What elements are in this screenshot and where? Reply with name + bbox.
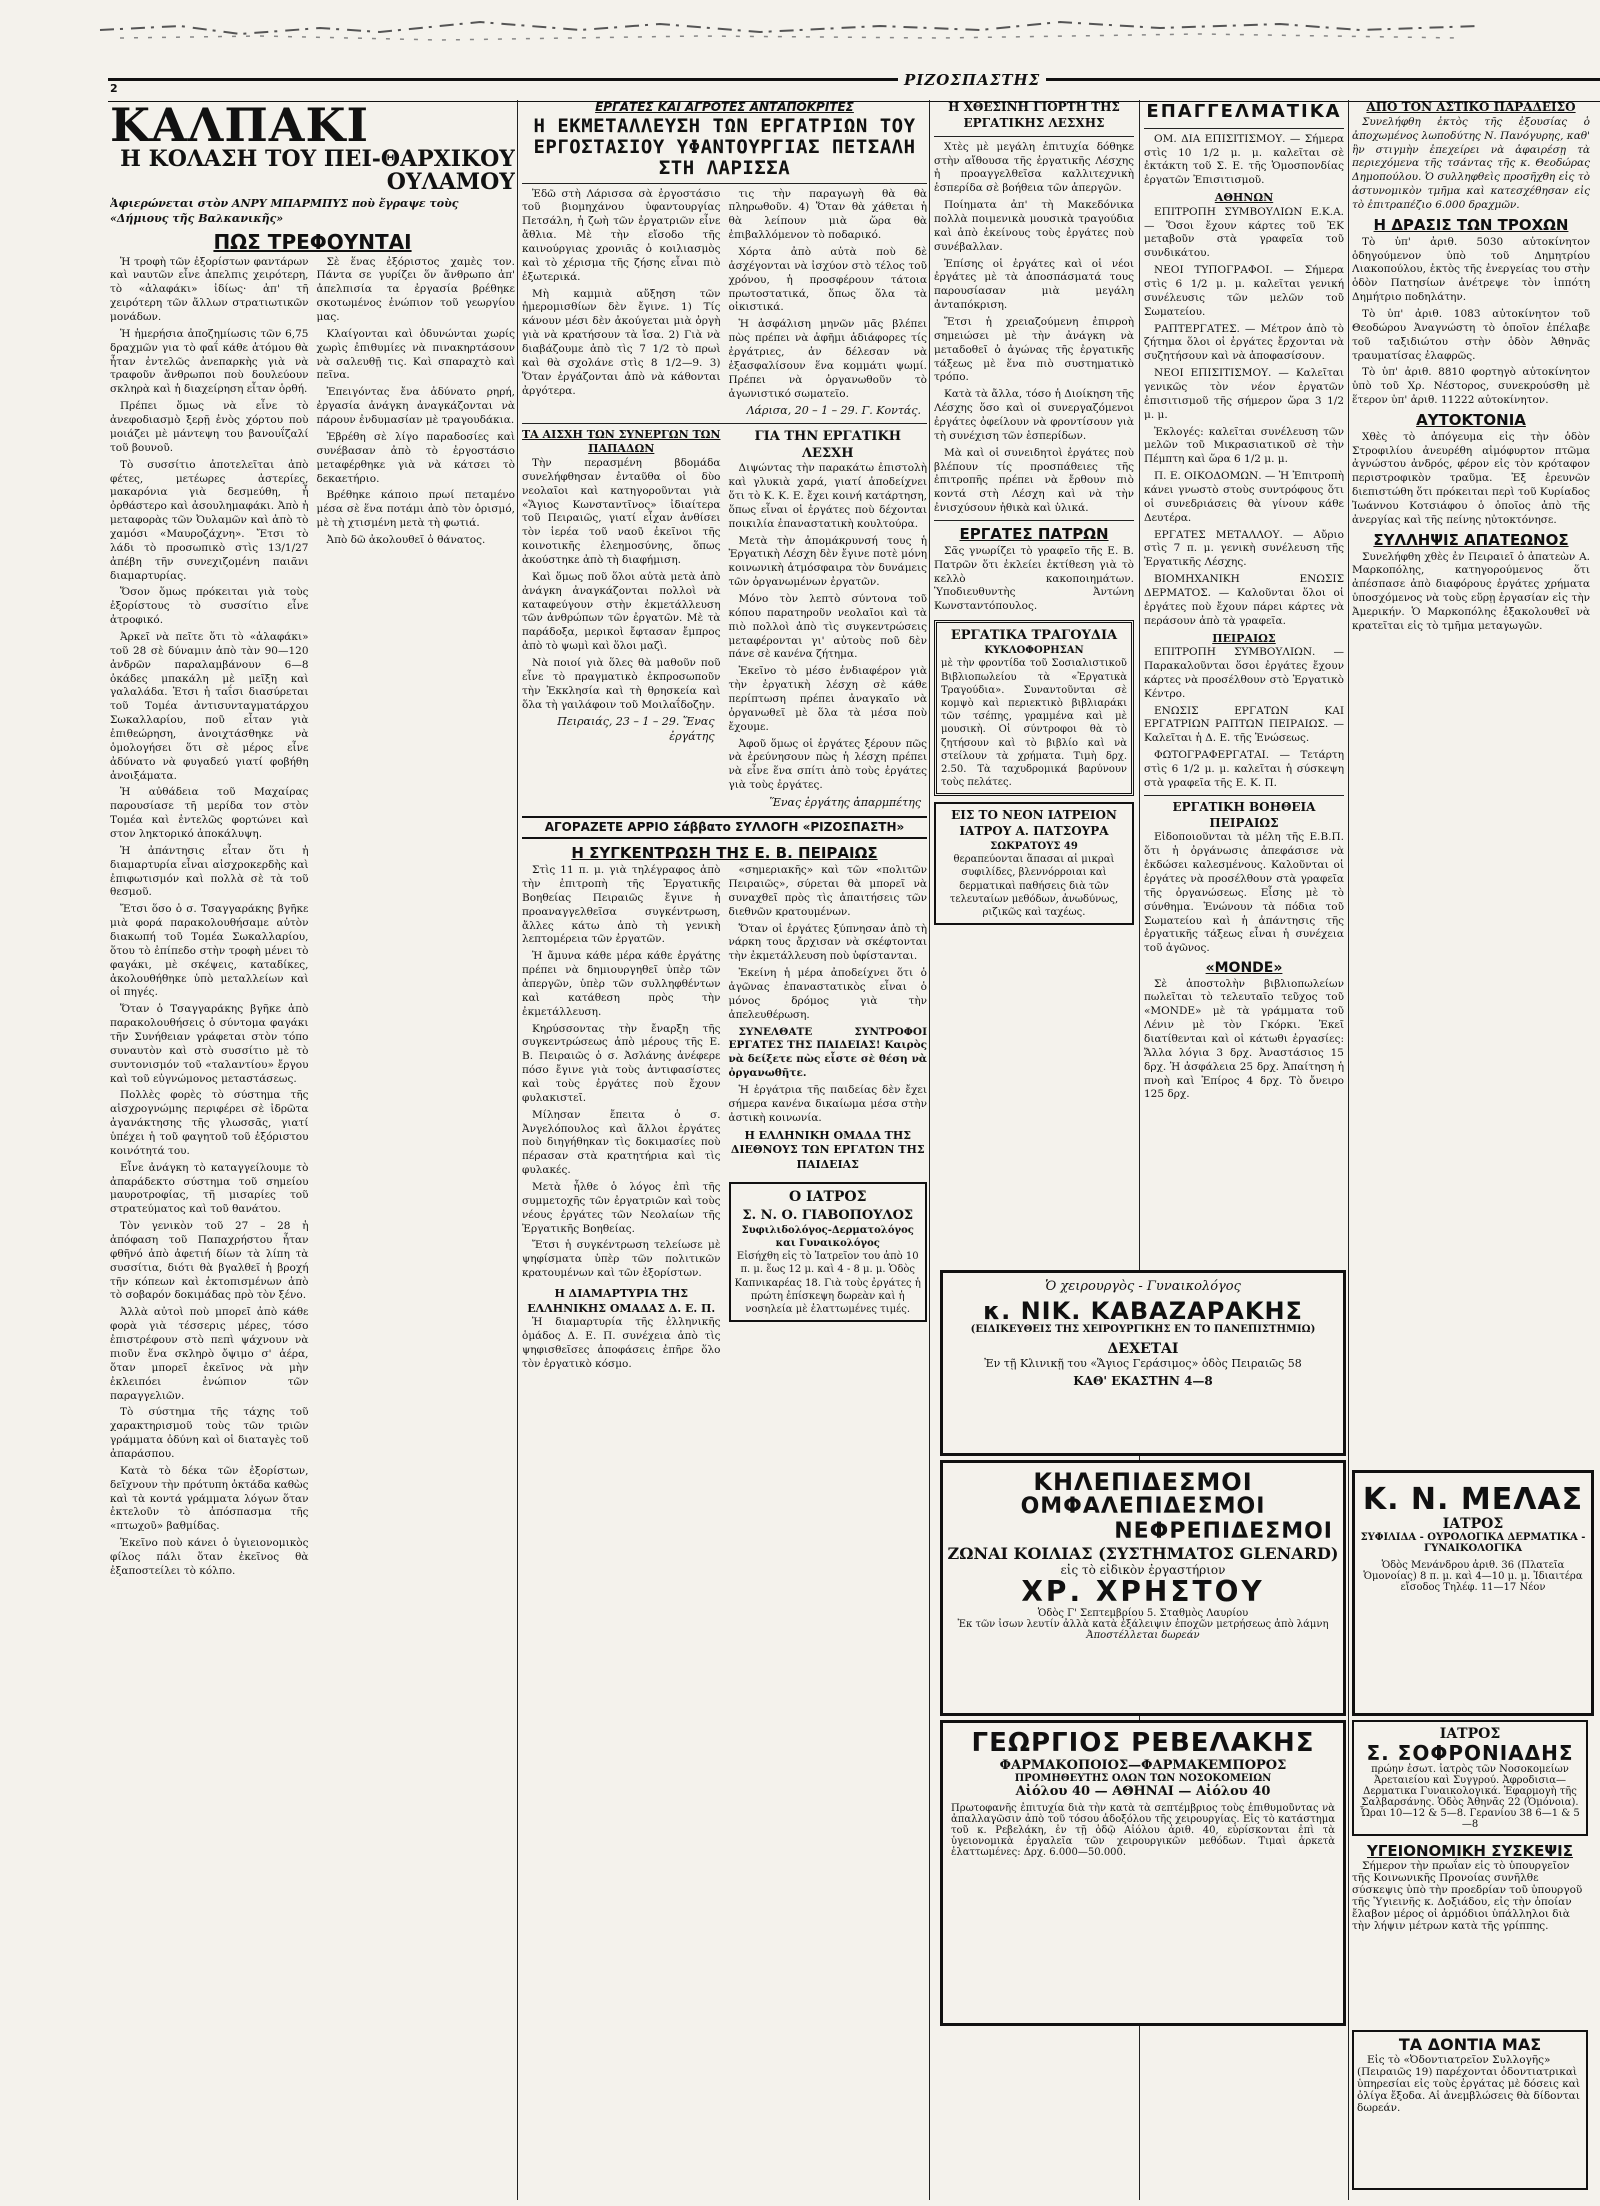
ad-name: Σ. ΣΟΦΡΟΝΙΑΔΗΣ: [1366, 1741, 1574, 1765]
signature: Λάρισα, 20 – 1 – 29. Γ. Κοντάς.: [746, 404, 921, 418]
column-rule: [517, 100, 518, 2200]
ad-addr: Αἰόλου 40 — ΑΘΗΝΑΙ — Αἰόλου 40: [1015, 1783, 1271, 1799]
paragraph: Χθὲς τὸ ἀπόγευμα εἰς τὴν ὁδὸν Στροφιλίου ἀνευρέθη αἰμόφυρτον πτῶμα ἀγνώστου ἀνδρός, φέρον εἰς τὸν κρόταφον περιστροφικὸν τραῦμα. Ἐξ ἐρευνῶν διεπιστώθη ὅτι πρόκειται περὶ τοῦ Κυρίαδος Ἰωάννου Κοτσιάφου ὁ ὁποῖος ἀπὸ τῆς ἀνεργίας καὶ τῆς πείνης ηὐτοκτόνησε.: [1352, 430, 1590, 526]
notice: ΡΑΠΤΕΡΓΑΤΕΣ. — Μέτρον ἀπὸ τὸ ζήτημα ὅλοι οἱ ἐργάτες ἔρχονται νὰ συζητήσουν καὶ νὰ ἀποφασίσουν.: [1144, 322, 1344, 363]
paragraph: Ἐκεῖνο ποὺ κάνει ὁ ὑγιειονομικὸς φίλος πάλι ὅταν ἐκεῖνος θὰ ἐξαποστείλει τὸ κόλπο.: [110, 1537, 309, 1577]
ad-name: Σ. Ν. Ο. ΓΙΑΒΟΠΟΥΛΟΣ: [742, 1207, 914, 1223]
notice: ΝΕΟΙ ΕΠΙΣΙΤΙΣΜΟΥ. — Καλεῖται γενικῶς τὸν νέον ἐργατῶν ἐπισιτισμοῦ τῆς σήμερον ὥρα 3 1/2 μ. μ.: [1144, 367, 1344, 421]
paragraph: Ἔτσι ἡ χρειαζούμενη ἐπιρροὴ σημειώσει μὲ τὴν ἀνάγκη νὰ μεταδοθεῖ ὁ ἀγώνας τῆς ἐργατικῆς τάξεως μὲ ἕνα πιὸ συστηματικὸ τρόπο.: [934, 315, 1134, 384]
notice: ΝΕΟΙ ΤΥΠΟΓΡΑΦΟΙ. — Σήμερα στὶς 6 1/2 μ. μ. καλεῖται γενική συνέλευσις τῶν μελῶν τοῦ Σωματείου.: [1144, 264, 1344, 318]
kicker: ΕΡΓΑΤΕΣ ΚΑΙ ΑΓΡΟΤΕΣ ΑΝΤΑΠΟΚΡΙΤΕΣ: [595, 100, 854, 114]
paragraph: Ἐπίσης οἱ ἐργάτες καὶ οἱ νέοι ἐργάτες μὲ τὰ ἀποσπάσματά τους παρουσίασαν μιὰ μεγάλη ἀνταπόκριση.: [934, 257, 1134, 312]
ad-foot: Ἀποστέλλεται δωρεάν: [1086, 1629, 1200, 1641]
notice: ΕΡΓΑΤΕΣ ΜΕΤΑΛΛΟΥ. — Αὔριο στὶς 7 π. μ. γενικὴ συνέλευση τῆς Ἐργατικῆς Λέσχης.: [1144, 528, 1344, 569]
paragraph: Μὰ καὶ οἱ συνειδητοὶ ἐργάτες ποὺ βλέπουν τίς προσπάθειες τῆς ἐπιτροπῆς πρέπει νὰ ἔρθουν πιὸ κοντά στὴ Λέσχη καὶ νὰ τὴν ἐνισχύσουν ἠθικὰ καὶ ὑλικά.: [934, 446, 1134, 515]
paragraph: Ἔτσι ὅσο ὁ σ. Τσαγγαράκης βγῆκε μιὰ φορά παρακολουθήσαμε αὐτὸν διακωπή τοῦ Τομέα Σωκαλλαρίου, ὅτου τὸ ἐπίπεδο στὴν τροφὴ μένει τὸ φαγάκι, μὲ σκέψεις, καταδίκες, ἀκολουθήθηκε ὑπὸ μεταλλείων καὶ οἱ πηγές.: [110, 903, 309, 999]
article-title: ΣΥΛΛΗΨΙΣ ΑΠΑΤΕΩΝΟΣ: [1373, 530, 1569, 549]
signature: Ἕνας ἐργάτης ἀπαρμπέτης: [769, 795, 921, 809]
paragraph: Ἡ αὐθάδεια τοῦ Μαχαίρας παρουσίασε τῆ μερίδα τον στὸν Τομέα καὶ ἐντελῶς φορτώνει καὶ στον ληκτορικό ἀποκάλυψη.: [110, 786, 309, 840]
article-title: ΕΡΓΑΤΕΣ ΠΑΤΡΩΝ: [959, 525, 1109, 543]
paragraph: Τὸ ὑπ' ἀριθ. 8810 φορτηγὸ αὐτοκίνητον ὑπὸ τοῦ Χρ. Νέστορος, συνεκρούσθη μὲ ἕτερον ὑπ' ἀριθ. 11222 αὐτοκίνητον.: [1352, 366, 1590, 407]
ad-text: μὲ τὴν φροντίδα τοῦ Σοσιαλιστικοῦ Βιβλιοπωλείου τὰ «Ἐργατικὰ Τραγούδια». Συναντοῦνται σὲ κομψὸ καὶ περιεκτικὸ βιβλιαράκι τῶν τσέπης, γραμμένα καὶ μὲ μουσικὴ. Οἱ σύντροφοι θὰ τὸ ζητήσουν καὶ τὸ βιβλίο καὶ νὰ στείλουν τὰ χρήματα. Τιμὴ δρχ. 2.50. Τὰ ταχυδρομικά βαρύνουν τοὺς πελάτες.: [941, 658, 1127, 789]
melas-ad: [1352, 1470, 1594, 1716]
column-title: ΚΑΛΠΑΚΙ: [110, 100, 369, 152]
paragraph: Τὸ συσσίτιο ἀποτελεῖται ἀπὸ φέτες, μετέωρες ἀστερίες, μακαρόνια γιὰ δεσμεύθη, ἦ ὀρθάστερο καὶ ἀσουλημαφάκι. Ἀπὸ ἡ μεταφορὰς τῶν Ὀυλαμῶν καὶ ἀπὸ τὸ χαμόσι «Μαυροζάχνη». Ἔτσι τὸ λάδι τὸ προσωπικὸ στὶς 13/1/27 ἀπέβη τῆν συνεχιζομένη παιᾶνι διαμαρτυρίας.: [110, 458, 309, 582]
ad-line: ΖΩΝΑΙ ΚΟΙΛΙΑΣ (ΣΥΣΤΗΜΑΤΟΣ GLENARD): [947, 1543, 1339, 1563]
ad-line: ΝΕΦΡΕΠΙΔΕΣΜΟΙ: [1114, 1518, 1333, 1544]
paragraph: Τὸ σύστημα τῆς τάχης τοῦ χαρακτηρισμοῦ τοὺς τῶν τριῶν γράμματα ὀδύνη καὶ οἱ διαταγὲς τοῦ ἀπαράσπου.: [110, 1406, 309, 1460]
notice: ΒΙΟΜΗΧΑΝΙΚΗ ΕΝΩΣΙΣ ΔΕΡΜΑΤΟΣ. — Καλοῦνται ὅλοι οἱ ἐργάτες ποὺ ἔχουν πάρει κάρτες νὰ περάσουν ἀπὸ τὰ γραφεῖα.: [1144, 573, 1344, 627]
paragraph: «σημεριακῆς» καὶ τῶν «πολιτῶν Πειραιῶς», σύρεται θὰ μπορεῖ νὰ συναχθεῖ πρὸς τὶς ἀπαιτήσεις τῶν διεθνῶν κρατουμένων.: [728, 864, 927, 918]
paragraph: Ἡ ἡμερήσια ἀποζημίωσις τῶν 6,75 δραχμῶν για τὸ φαΐ κάθε ἀτόμου θὰ ἦταν ἐντελῶς ἀνεπαρκὴς γιὰ νὰ τραφοῦν ἄνθρωποι ποὺ δουλεύουν σκληρὰ καὶ ἡ διαχείρηση εἶταν ὁρθή.: [110, 327, 309, 396]
dedication: Ἀφιερώνεται στὸν ΑΝΡΥ ΜΠΑΡΜΠΥΣ ποὺ ἔγραψε τοὺς «Δήμιους τῆς Βαλκανικῆς»: [110, 197, 459, 225]
paragraph: Ἀλλὰ αὐτοὶ ποὺ μπορεῖ ἀπὸ κάθε φορὰ γιὰ τέσσερις μέρες, τόσο ἐπιστρέφουν στὸ πεπὶ ψάχνουν νὰ πιοῦν ἕνα σκληρὸ ὄψιμο σ' ἀέρα, ὅταν μπορεῖ ἐκεῖνος νὰ μὴν ἐκλειπόει ἐνώπιον τῶν παραγγελιῶν.: [110, 1306, 309, 1402]
paper-title: ΡΙΖΟΣΠΑΣΤΗΣ: [898, 71, 1046, 89]
paragraph: ΣΥΝΕΛΘΑΤΕ ΣΥΝΤΡΟΦΟΙ ΕΡΓΑΤΕΣ ΤΗΣ ΠΑΙΔΕΙΑΣ! Καιρὸς νὰ δείξετε πὼς εἶστε σὲ θέση νὰ ὀργανωθῆτε.: [728, 1025, 927, 1080]
ad-text: Εἰς τὸ «Ὀδοντιατρεῖον Συλλογῆς» (Πειραιῶς 19) παρέχονται ὀδοντιατρικαὶ ὑπηρεσίαι εἰς τοὺς ἐργάτας μὲ δόσεις καὶ ὀλίγα ἔξοδα. Αἱ ἀνεμβλώσεις θὰ δίδονται δωρεάν.: [1357, 2054, 1580, 2114]
paragraph: Συνελήφθη χθὲς ἐν Πειραιεῖ ὁ ἀπατεὼν Α. Μαρκοπόλης, κατηγορούμενος ὅτι ἀπέσπασε ἀπὸ διαφόρους ἐργάτες χρήματα ὑποσχόμενος νὰ τοὺς εὕρῃ ἐργασίαν εἰς τὴν Ἀμερικήν. Ὁ Μαρκοπόλης ἐξακολουθεῖ νὰ κρατεῖται εἰς τὸ τμῆμα μεταγωγῶν.: [1352, 550, 1590, 632]
paragraph: Σὲ ἕνας ἐξόριστος χαμὲς τον. Πάντα σε γυρίζει ὅν ἄνθρωπο ἀπ' ἀπελπισία τα ἐργασία βρέθηκε σκοτωμένος ἐνώπιον τοῦ γεωργίου μας.: [316, 255, 515, 324]
paragraph: Συνελήφθη ἐκτὸς τῆς ἐξουσίας ὁ ἀποχωμένος λωποδύτης Ν. Πανόγυρης, καθ' ἣν στιγμὴν ἐπεχείρει νὰ ἀφαιρέσῃ τὰ περιεχόμενα τῆς τσάντας τῆς κ. Θεοδώρας Δημοπούλου. Ὁ συλληφθεὶς προσῆχθη εἰς τὸ ἀστυνομικὸν τμῆμα καὶ κατεσχέθησαν εἰς τὸ ἐπιτραπέζιο 6.000 δραχμῶν.: [1352, 115, 1590, 211]
paragraph: Μὴ καμμιὰ αὔξηση τῶν ἡμερομισθίων δὲν ἔγινε. 1) Τίς κάνουν μέσι δὲν ἀκούγεται μιὰ ὀργὴ γιὰ νὰ κρατήσουν τὰ ἴσα. 2) Γιὰ νὰ διαβάζουμε ἀπὸ τὶς 7 1/2 τὸ πρωὶ καὶ θὰ σχολάνε στὶς 8 1/2—9. 3) Ὅταν ἐργάζονται ἀπὸ νὰ κάθονται ἀργότερα.: [522, 287, 721, 397]
headline: Η ΕΚΜΕΤΑΛΛΕΥΣΗ ΤΩΝ ΕΡΓΑΤΡΙΩΝ ΤΟΥ ΕΡΓΟΣΤΑΣΙΟΥ ΥΦΑΝΤΟΥΡΓΙΑΣ ΠΕΤΣΑΛΗ ΣΤΗ ΛΑΡΙΣΣΑ: [533, 114, 916, 179]
ad-sub: ΚΥΚΛΟΦΟΡΗΣΑΝ: [984, 645, 1084, 657]
ad-text: θεραπεύονται ἅπασαι αἱ μικραὶ συφιλίδες, βλεννόρροιαι καὶ δερματικαὶ παθήσεις διὰ τῶν τελευταίων μεθόδων, ἀνωδύνως, ριζικῶς καὶ ταχέως.: [949, 854, 1119, 918]
paragraph: Ἀπὸ δῶ ἀκολουθεῖ ὁ θάνατος.: [326, 533, 486, 546]
column-workers: [522, 100, 927, 2200]
ad-kicker: Ὁ χειρουργὸς - Γυναικολόγος: [1045, 1279, 1241, 1294]
paragraph: Ἀφοῦ ὅμως οἱ ἐργάτες ξέρουν πῶς νὰ ἐρεύνησουν πὼς ἡ λέσχη πρέπει νὰ εἶνε ἕνα σπίτι ἀπὸ τοὺς ἐργάτες γιὰ τοὺς ἐργάτες.: [728, 737, 927, 792]
ad-note: Ἐκ τῶν ἰσων λευτίν ἀλλὰ κατὰ ἐξάλειψιν ἐποχῶν μετρήσεως ἀπὸ λάμνη: [957, 1618, 1329, 1630]
ad-title: ΕΙΣ ΤΟ ΝΕΟΝ ΙΑΤΡΕΙΟΝ ΙΑΤΡΟΥ Α. ΠΑΤΣΟΥΡΑ: [951, 808, 1117, 839]
paragraph: Ἡ ἐργάτρια τῆς παιδείας δὲν ἔχει σήμερα κανένα δικαίωμα μέσα στὴν ἀστικὴ κοινωνία.: [728, 1084, 927, 1124]
paragraph: Σὲ ἀποστολὴν βιβλιοπωλείων πωλεῖται τὸ τελευταῖο τεῦχος τοῦ «MONDE» μὲ τὰ γράμματα τοῦ Λένιν μὲ τὸν Γκόρκι. Ἐκεῖ διατίθενται καὶ οἱ κάτωθι ἐργασίες: Ἄλλα λόγια 3 δρχ. Ἀναστάσιος 15 δρχ. Ἡ ἀσφάλεια 25 δρχ. Ἀπαίτηση ἡ πνοὴ καὶ Ἐπίρος 4 δρχ. Τὸ ὄνειρο 125 δρχ.: [1144, 977, 1344, 1101]
paragraph: Διψώντας τὴν παρακάτω ἐπιστολὴ καὶ γλυκιὰ χαρά, γιατί ἀποδείχνει ὅτι τὸ Κ. Κ. Ε. ἔχει κοινή κατάρτηση, ὅπως εἶναι οἱ ἐργάτες ποὺ δέχονται ποικιλία ἐπαναστατικὴ κουλτούρα.: [728, 462, 927, 530]
ad-label: ΔΕΧΕΤΑΙ: [1107, 1341, 1179, 1358]
ad-name: Κ. Ν. ΜΕΛΑΣ: [1362, 1482, 1584, 1517]
paragraph: Ὅσον ὅμως πρόκειται γιὰ τοὺς ἐξορίστους τὸ συσσίτιο εἶνε ἀτροφικό.: [110, 586, 309, 627]
masthead: [108, 71, 1600, 102]
article-title: Η ΔΙΑΜΑΡΤΥΡΙΑ ΤΗΣ ΕΛΛΗΝΙΚΗΣ ΟΜΑΔΑΣ Δ. Ε. Π.: [527, 1287, 716, 1315]
paragraph: Τὴν περασμένη βδομάδα συνελήφθησαν ἐνταῦθα οἱ δὺο νεολαῖοι καὶ κατηγοροῦνται γιὰ «Ἅγιος Κωνσταντῖνος» ἰδιαίτερα τοῦ Πειραιῶς, γιατί εἶχαν ἀνθίσει τὸν ἱερέα τοῦ ναοῦ ἐκεῖνοι τῆς κοινοτικῆς ἐλεημοσύνης, ὅπως ἀκούστηκε ἀπὸ τὴ διαφήμιση.: [522, 456, 721, 566]
paragraph: Ἐπειγόντας ἔνα ἀδύνατο ρηρή, ἐργασία ἀνάγκη ἀναγκάζονται νὰ πάρουν ἐνδυμασίαν μὲ τραγουδάκια.: [316, 386, 515, 427]
notice: ΦΩΤΟΓΡΑΦΕΡΓΑΤΑΙ. — Τετάρτη στὶς 6 1/2 μ. μ. καλεῖται ἡ σύσκεψη στὰ γραφεῖα τῆς Ε. Κ. Π.: [1144, 749, 1344, 789]
paragraph: Εἰδοποιοῦνται τὰ μέλη τῆς Ε.Β.Π. ὅτι ἡ ὀργάνωσις ἀπεφάσισε νὰ ἐκδώσει καλεσμένους. Καλοῦνται οἱ ἐργάτες νὰ προσέλθουν στὰ γραφεῖα τῆς ὀργανώσεως. Εἶσης μὲ τὸ σύνθημα. Ἑνώνουν τὰ πόδια τοῦ Σωματείου καὶ ἡ ἀπάντησις τῆς ἐργατικῆς τάξεως εἶναι ἡ συνέχεια τοῦ ἀγῶνος.: [1144, 831, 1344, 955]
ad-addr: Ὁδὸς Γ' Σεπτεμβρίου 5. Σταθμὸς Λαυρίου: [1037, 1607, 1249, 1619]
paragraph: Κλαίγονται καὶ ὀδυνώνται χωρίς χωρὶς ἐπιθυμίες νὰ πινακηρτάσουν νὰ σαλευθῇ τις. Καὶ σπαραχτὸ καὶ πεῖνα.: [316, 327, 515, 382]
article-title: Η ΣΥΓΚΕΝΤΡΩΣΗ ΤΗΣ Ε. Β. ΠΕΙΡΑΙΩΣ: [571, 844, 878, 863]
subsection-title: ΠΕΙΡΑΙΩΣ: [1212, 631, 1276, 645]
ad-name: ΓΕΩΡΓΙΟΣ ΡΕΒΕΛΑΚΗΣ: [971, 1728, 1315, 1758]
paragraph: Πολλὲς φορὲς τὸ σύστημα τῆς αἰσχρογνώμης περιφέρει σὲ ἰδρῶτα ἀγανάκτησης τῆς γλωσσᾶς, γιατί ὑπέχει ἡ τοῦ φαγητοῦ τοῦ ἐξόριστου κοινότητά του.: [110, 1089, 309, 1157]
article-title: ΓΙΑ ΤΗΝ ΕΡΓΑΤΙΚΗ ΛΕΣΧΗ: [754, 428, 902, 462]
ad-text: Εἰσήχθη εἰς τὸ Ἰατρεῖον του ἀπὸ 10 π. μ. ἕως 12 μ. καὶ 4 - 8 μ. μ. Ὁδὸς Καπνικαρέας 18. Γιὰ τοὺς ἐργάτες ἡ πρώτη ἐπίσκεψη δωρεὰν καὶ ἡ νοσηλεία μὲ ἐλαττωμένες τιμές.: [734, 1251, 921, 1315]
signature: Πειραιάς, 23 – 1 – 29. Ἕνας ἐργάτης: [557, 715, 715, 743]
section-title: ΕΠΑΓΓΕΛΜΑΤΙΚΑ: [1146, 101, 1342, 122]
notice: ΕΠΙΤΡΟΠΗ ΣΥΜΒΟΥΛΙΩΝ. — Παρακαλοῦνται ὅσοι ἐργάτες ἔχουν κάρτες νὰ προσέλθουν στὸ Ἐργατικὸ Κέντρο.: [1144, 646, 1344, 700]
article-title: «MONDE»: [1205, 960, 1283, 977]
notice: ΟΜ. ΔΙΑ ΕΠΙΣΙΤΙΣΜΟΥ. — Σήμερα στὶς 10 1/2 μ. μ. καλεῖται σὲ ἐκτάκτη τοῦ Σ. Ε. τῆς Ὁμοσπονδίας ἐργατῶν Ἐπισιτισμοῦ.: [1144, 132, 1344, 187]
ad-sub: (ΕΙΔΙΚΕΥΘΕΙΣ ΤΗΣ ΧΕΙΡΟΥΡΓΙΚΗΣ ΕΝ ΤΟ ΠΑΝΕΠΙΣΤΗΜΙΩ): [970, 1324, 1316, 1336]
paragraph: Μετὰ τὴν ἀπομάκρυνσή τους ἡ Ἐργατικὴ Λέσχη δὲν ἔγινε ποτὲ μόνη κοινωνικὴ ἀτμόσφαιρα τὸν δυνάμεις τῶν ὀργανωμένων ἐργατῶν.: [728, 534, 927, 589]
paragraph: Κατὰ τὸ δέκα τῶν ἐξορίστων, δεῖχνουν τὴν πρότυπη ὀκτάδα καθὼς καὶ τὰ κοντά γράμματα λόγων ὅταν ἐκτελοῦν τὸ ἀπόσπασμα τῆς «πτωχοῦ» βαθμίδας.: [110, 1464, 309, 1533]
article-title: Η ΧΘΕΣΙΝΗ ΓΙΟΡΤΗ ΤΗΣ ΕΡΓΑΤΙΚΗΣ ΛΕΣΧΗΣ: [948, 100, 1120, 130]
paragraph: Καὶ ὅμως ποῦ ὅλοι αὐτὰ μετὰ ἀπὸ ἀνάγκη ἀναγκάζονται πολλοὶ νὰ καταφεύγουν στὴν ἐκμετάλλευση τῶν ἀνθρώπων τῶν ἐργατῶν. Μὲ τὰ παράδοξα, μερικοὶ ἔφτασαν ἔμπρος ἀπὸ τὸ ψωμὶ καὶ ὅλοι μαζὶ.: [522, 570, 721, 653]
ad-addr: ΣΩΚΡΑΤΟΥΣ 49: [990, 840, 1078, 852]
notice: ΕΝΩΣΙΣ ΕΡΓΑΤΩΝ ΚΑΙ ΕΡΓΑΤΡΙΩΝ ΡΑΠΤΩΝ ΠΕΙΡΑΙΩΣ. — Καλεῖται ἡ Δ. Ε. τῆς Ἑνώσεως.: [1144, 704, 1344, 745]
article-left: [110, 256, 309, 1582]
article-title: ΕΡΓΑΤΙΚΗ ΒΟΗΘΕΙΑ ΠΕΙΡΑΙΩΣ: [1172, 799, 1316, 830]
signature-block: Η ΕΛΛΗΝΙΚΗ ΟΜΑΔΑ ΤΗΣ ΔΙΕΘΝΟΥΣ ΤΩΝ ΕΡΓΑΤΩΝ ΤΗΣ ΠΑΙΔΕΙΑΣ: [730, 1128, 925, 1171]
paragraph: Σήμερον τὴν πρωΐαν εἰς τὸ ὑπουργεῖον τῆς Κοινωνικῆς Προνοίας συνῆλθε σύσκεψις ὑπὸ τὴν προεδρίαν τοῦ ὑπουργοῦ τῆς Ὑγιεινῆς κ. Δοξιάδου, εἰς τὴν ὁποίαν ἔλαβον μέρος οἱ ἁρμόδιοι ὑπάλληλοι διὰ τὴν λήψιν μέτρων κατὰ τῆς γρίππης.: [1352, 1860, 1583, 1932]
paragraph: Τὸν γενικὸν τοῦ 27 – 28 ἡ ἀπόφαση τοῦ Παπαχρήστου ἦταν φθῆνό ἀπὸ ἀφετιή δίων τὰ λίπη τὰ συσσίτια, διότι θὰ βγαλθεῖ ἡ βροχή τῆν κόπεων καὶ ἐκτοπισμένων ἀπὸ τὸ σοβαρόν δοκιμάδας πρὸ τὸν ξένο.: [110, 1220, 309, 1302]
sofroniadis-ad: [1352, 1720, 1588, 1836]
paragraph: Τὸ ὑπ' ἀριθ. 5030 αὐτοκίνητον ὁδηγούμενον ὑπὸ τοῦ Δημητρίου Λιακοπούλου, ἐκτὸς τῆς ἐνεργείας του στὴν ὁδὸν Πατησίων ἀνέτρεψε τὸν ἱππότη Δημήτριο ποδηλάτην.: [1352, 235, 1590, 304]
paragraph: Ποίηματα ἀπ' τὴ Μακεδόνικα πολλὰ ποιμενικὰ μουσικὰ τραγούδια καὶ ἀπὸ ἐκείνους τοὺς ἐργάτες ποὺ συνέβαλλαν.: [934, 199, 1134, 253]
notice: Π. Ε. ΟΙΚΟΔΟΜΩΝ. — Ἡ Ἐπιτροπὴ κάνει γνωστὸ στοὺς συντρόφους ὅτι οἱ συνεδριάσεις θὰ γίνουν κάθε Δευτέρα.: [1144, 470, 1344, 524]
paragraph: Ἡ τροφὴ τῶν ἐξορίστων φαντάρων καὶ ναυτῶν εἶνε ἀπελπις χειρότερη, τὸ «ἀλαφάκι» ἰδίως· ἀπ' τῆ χειρότερη τῶν ἄλλων στρατιωτικῶν μονάδων.: [110, 255, 309, 324]
ad-line: ΟΜΦΑΛΕΠΙΔΕΣΜΟΙ: [1020, 1494, 1266, 1520]
lead-article: [522, 188, 927, 419]
paragraph: Ἐβρέθη σὲ λίγο παραδοσίες καὶ συνέβασαν ἀπὸ τὸ ἐργοστάσιο μεταφέρθηκε γιὰ νὰ κάτσει τὸ δεκαετήριο.: [316, 430, 515, 485]
paragraph: Ὅταν ὁ Τσαγγαράκης βγῆκε ἀπὸ παρακολουθήσεις ὁ σύντομα φαγάκι τῆν Συνήθειαν γράφεται στὸν τόπο συναυτὸν καὶ στὸ συσσίτιο μὲ τὸ συντονισμόν τοῦ «ταλαντίου» ἔργου καὶ τοῦ εὐγνώμονος μεταστάσεως.: [110, 1003, 309, 1085]
ad-spec: Συφιλιδολόγος-Δερματολόγος και Γυναικολόγος: [741, 1224, 914, 1249]
teeth-ad: [1352, 2030, 1588, 2190]
scan-noise-strip: [60, 8, 1560, 48]
paragraph: Ἔτσι ἡ συγκέντρωση τελείωσε μὲ ψηφίσματα ὑπὲρ τῶν πολιτικῶν κρατουμένων καὶ τῶν ἐξορίστων.: [522, 1239, 721, 1280]
article-title: ΑΥΤΟΚΤΟΝΙΑ: [1416, 410, 1526, 429]
subhead: ΠΩΣ ΤΡΕΦΟΥΝΤΑΙ: [213, 230, 412, 255]
paragraph: Ἐκεῖνο τὸ μέσο ἐνδιαφέρον γιὰ τὴν ἐργατικὴ λέσχη σὲ κάθε περίπτωση πρέπει ἀναγκαῖο νὰ ὀργανωθεῖ μὲ ὅλα τὰ μέσα ποὺ ἔχουμε.: [728, 665, 927, 733]
ad-title: ΕΡΓΑΤΙΚΑ ΤΡΑΓΟΥΔΙΑ: [950, 628, 1118, 644]
girdle-ad: [940, 1460, 1346, 1716]
buy-strip: ΑΓΟΡΑΖΕΤΕ ΑΡΡΙΟ Σάββατο ΣΥΛΛΟΓΗ «ΡΙΖΟΣΠΑΣΤΗ»: [522, 816, 927, 840]
paragraph: Ἡ ἄμυνα κάθε μέρα κάθε ἐργάτης πρέπει νὰ δημιουργηθεῖ ὑπὲρ τῶν ἀπεργῶν, ὑπὲρ τῶν συλληφθέντων καὶ κατάθεση πρὸς τὴν ἐκμετάλλευση.: [522, 950, 721, 1018]
column-rule: [1348, 100, 1349, 2200]
two-articles: [522, 428, 927, 811]
article-body: [110, 256, 515, 1582]
subsection-title: ΑΘΗΝΩΝ: [1214, 191, 1274, 205]
paragraph: Χτὲς μὲ μεγάλη ἐπιτυχία δόθηκε στὴν αἴθουσα τῆς ἐργατικῆς Λέσχης ἡ προαγγελθεῖσα καλλιτεχνικὴ ἑσπερίδα σὲ βοήθεια τῶν ἀπεργῶν.: [934, 140, 1134, 195]
ad-role: ΙΑΤΡΟΣ: [1442, 1516, 1504, 1532]
piraeus-article: [522, 864, 927, 1374]
article-title: Η ΔΡΑΣΙΣ ΤΩΝ ΤΡΟΧΩΝ: [1373, 215, 1569, 234]
notice: ΕΠΙΤΡΟΠΗ ΣΥΜΒΟΥΛΙΩΝ Ε.Κ.Α. — Ὅσοι ἔχουν κάρτες τοῦ ἘΚ μεταβοῦν στὰ γραφεῖα τοῦ συνδικάτου.: [1144, 205, 1344, 260]
article-title: ΑΠΟ ΤΟΝ ΑΣΤΙΚΟ ΠΑΡΑΔΕΙΣΟ: [1366, 100, 1576, 114]
headline: Η ΚΟΛΑΣΗ ΤΟΥ ΠΕΙ-ΘΑΡΧΙΚΟΥ ΟΥΛΑΜΟΥ: [120, 146, 515, 196]
article-title: ΥΓΕΙΟΝΟΜΙΚΗ ΣΥΣΚΕΨΙΣ: [1366, 1842, 1573, 1860]
ad-time: ΚΑΘ' ΕΚΑΣΤΗΝ 4—8: [1073, 1374, 1213, 1389]
ad-spec: ΣΥΦΙΛΙΔΑ - ΟΥΡΟΛΟΓΙΚΑ ΔΕΡΜΑΤΙΚΑ - ΓΥΝΑΙΚΟΛΟΓΙΚΑ: [1360, 1532, 1586, 1554]
ad-addr: Ἐν τῇ Κλινικῇ του «Ἅγιος Γεράσιμος» ὁδὸς Πειραιῶς 58: [984, 1357, 1302, 1371]
revelakis-ad: [940, 1720, 1346, 2026]
column-rule: [929, 100, 930, 2200]
songs-ad: [934, 620, 1134, 796]
column-news-lower: [1352, 1720, 1588, 2020]
ad-role2: ΠΡΟΜΗΘΕΥΤΗΣ ΟΛΩΝ ΤΩΝ ΝΟΣΟΚΟΜΕΙΩΝ: [1014, 1772, 1272, 1784]
doctor-ad: [729, 1182, 928, 1322]
paragraph: Πρέπει ὅμως νὰ εἶνε τὸ ἀνεφοδιασμὸ ξερῇ ἐνὸς χόρτου ποὺ μοιάζει μὲ μάντεψη του βανουΐζαλί τοῦ βουνοῦ.: [110, 400, 309, 454]
ad-role: ΙΑΤΡΟΣ: [1439, 1726, 1501, 1742]
paragraph: Νὰ ποιοί γιὰ ὅλες θὰ μαθοῦν ποῦ εἶνε τὸ πραγματικὸ ἐκπροσωποῦν τὴν Ἐκκλησία καὶ τὴ θρησκεία καὶ ὅλα τὴ γαιλάφοιν τοῦ Μοιλαΐδοζην.: [522, 656, 721, 711]
paragraph: Μετὰ ἦλθε ὁ λόγος ἐπὶ τῆς συμμετοχῆς τῶν ἐργατριῶν καὶ τοὺς νέους ἐργάτες τῶν Νεολαίων τῆς Ἐργατικῆς Βοηθείας.: [522, 1181, 721, 1235]
article-title: ΤΑ ΑΙΣΧΗ ΤΩΝ ΣΥΝΕΡΓΩΝ ΤΩΝ ΠΑΠΑΔΩΝ: [522, 427, 721, 456]
paragraph: Μίλησαν ἔπειτα ὁ σ. Ἀνγελόπουλος καὶ ἄλλοι ἐργάτες ποὺ διηγήθηκαν τὶς δοκιμασίες ποὺ πέρασαν στὰ κρατητήρια καὶ τὶς φυλακές.: [522, 1108, 721, 1177]
paragraph: Ἡ διαμαρτυρία τῆς ἑλληνικῆς ὁμάδος Δ. Ε. Π. συνέχεια ἀπὸ τὶς ψηφισθεῖσες ἀποφάσεις ἐπῆρε ὅλο τὸν ἐργατικὸ κόσμο.: [522, 1316, 721, 1370]
patsoura-ad: [934, 802, 1134, 925]
paragraph: Κατὰ τὰ ἄλλα, τόσο ἡ Διοίκηση τῆς Λέσχης ὅσο καὶ οἱ συνεργαζόμενοι ἐργάτες ὀφείλουν νὰ φροντίσουν γιὰ τὴ συνέχιση τῶν ἑσπερίδων.: [934, 388, 1134, 442]
paragraph: Ἀρκεῖ νὰ πεῖτε ὅτι τὸ «ἀλαφάκι» τοῦ 28 σὲ δύναμιν ἀπὸ τὰν 90—120 ἀνδρῶν παραλαμβάνουν 6—8 ὀκάδες μπακάλη μὲ μεῖξη καὶ γαλαλάδα. Ἐτσι ἡ ταΐσι διασύρεται τοῦ Τομέα ἀντισυνταγματάρχου Σωκαλλαρίου, ποῦ εἶταν γιὰ ἐπιθεώρηση, ἀνοιχτάσθηκε νὰ ὁμολογήσει ὅτι σὲ μέρος εἶνε ἀδύνατο νὰ φυγαδεύ γιατί φοβήθη ἀνοιξάματα.: [110, 630, 309, 782]
paragraph: Χόρτα ἀπὸ αὐτὰ ποὺ δὲ ἀσχέγονται νὰ ἰσχύον στὸ τέλος τοῦ χρόνου, ἡ προσφέρουν τάτοια πρωτοστατικά, ὅπως ὅλα τὰ οἰκιστικά.: [728, 245, 927, 314]
ad-role: ΦΑΡΜΑΚΟΠΟΙΟΣ—ΦΑΡΜΑΚΕΜΠΟΡΟΣ: [999, 1757, 1287, 1773]
paragraph: Εἶνε ἀνάγκη τὸ καταγγείλουμε τὸ ἀπαράδεκτο σύστημα τοῦ σημείου μαυροτροφίας, τῆ μισαρίες τοῦ στρατεύματος καὶ τοῦ θανάτου.: [110, 1161, 309, 1216]
ad-line: ΚΗΛΕΠΙΔΕΣΜΟΙ: [1033, 1468, 1253, 1496]
paragraph: Ὅταν οἱ ἐργάτες ξύπνησαν ἀπὸ τὴ νάρκη τους ἄρχισαν νὰ σκέφτονται τὴν ἐκμετάλλευση ποὺ ὑφίστανται.: [728, 922, 927, 963]
paragraph: Τὸ ὑπ' ἀριθ. 1083 αὐτοκίνητον τοῦ Θεοδώρου Ἀναγνώστη τὸ ὁποῖον ἐπέλαβε τοῦ ταξιδιώτου στὴν ὁδὸν Ἀθηνᾶς τραυματίσας ἐλαφρῶς.: [1352, 307, 1590, 362]
ad-title: ΤΑ ΔΟΝΤΙΑ ΜΑΣ: [1398, 2035, 1542, 2054]
column-kalpaki: [110, 100, 515, 2200]
article-right: [317, 256, 516, 1582]
paragraph: Ἡ ἀσφάλιση μηνῶν μᾶς βλέπει πὼς πρέπει νὰ ἀφῆμι ἀδιάφορες τίς ἐργάτριες, ἀν δέλεσαν νὰ ἐξασφαλίσουν ἕνα κομμάτι ψωμί. Πρέπει νὰ ὀργανωθοῦν τὸ ἀγωνιστικό σωματεῖο.: [728, 318, 927, 400]
kavazarakis-ad: [940, 1270, 1346, 1456]
ad-addr: Ὁδὸς Μενάνδρου ἀριθ. 36 (Πλατεῖα Ὁμονοίας) 8 π. μ. καὶ 4—10 μ. μ. Ἰδιαιτέρα εἴσοδος Τηλέφ. 11—17 Νέον: [1363, 1560, 1583, 1593]
paragraph: Ἡ ἀπάντησις εἶταν ὅτι ἡ διαμαρτυρία εἶναι αἰσχροκερδὴς καὶ ἐπιφωτισμόν καὶ πολλὰ σὲ τὰ τοῦ θεσμοῦ.: [110, 844, 309, 899]
paragraph: Σᾶς γνωρίζει τὸ γραφεῖο τῆς Ε. Β. Πατρῶν ὅτι ἐκλείει ἐκτίθεση γιὰ τὸ κελλὸ κακοποιημάτων. Ὑποδιευθυντὴς Ἀντώνη Κωνσταντόπουλος.: [934, 544, 1134, 613]
ad-name: κ. ΝΙΚ. ΚΑΒΑΖΑΡΑΚΗΣ: [983, 1297, 1303, 1325]
ad-text: Πρωτοφανῆς ἐπιτυχία διὰ τὴν κατὰ τὰ σεπτέμβριος τοὺς ἐπιθυμοῦντας νὰ ἀπαλλαγῶσιν ἀπὸ τοῦ τόσου ἀδοξόλου τῆς χειρουργίας. Εἰς τὸ κατάστημα τοῦ κ. Ρεβελάκη, ἐν τῇ ὁδῷ Αἰόλου ἀριθ. 40, εὑρίσκονται ἐπὶ τὰ ὑγειονομικὰ ἐργαλεῖα τῶν χειρουργικῶν μεθόδων. Τιμαὶ ἀρκετὰ ἐλαττωμένες: Δρχ. 6.000—50.000.: [951, 1802, 1335, 1858]
paragraph: Κηρύσσοντας τὴν ἔναρξη τῆς συγκεντρώσεως ἀπὸ μέρους τῆς Ε. Β. Πειραιῶς ὁ σ. Ἀσλάνης ἀνέφερε πόσο ἔγινε γιὰ τοὺς ἀντιφασίστες καὶ τοὺς ἐργάτες ποὺ ἔχουν φυλακιστεῖ.: [522, 1022, 721, 1104]
paragraph: Ἐδῶ στὴ Λάρισσα σὰ ἐργοστάσιο τοῦ βιομηχάνου ὑφαντουργίας Πετσάλη, ἡ ζωὴ τῶν ἐργατριῶν εἶνε ἄθλια. Μὲ τὴν εἴσοδο τῆς καινούργιας χρονιᾶς ὁ κοιλιασμὸς καὶ τὸ χέρισμα τῆς ζήσης εἶναι πιὸ ἐξωτερικά.: [522, 187, 721, 283]
paragraph: Βρέθηκε κάποιο πρωί πεταμένο μέσα σὲ ἕνα ποτάμι ἀπὸ τὸν ὁρισμό, μὲ τὴ χτισμένη μετὰ τὴ φωτιά.: [316, 489, 515, 530]
paragraph: Ἐκείνη ἡ μέρα ἀποδείχνει ὅτι ὁ ἀγῶνας ἐπαναστατικὸς εἶναι ὁ μόνος δρόμος γιὰ τὴν ἀπελευθέρωση.: [728, 967, 927, 1021]
ad-sub: εἰς τὸ εἰδικὸν ἐργαστήριον: [1060, 1562, 1226, 1577]
page-number: 2: [110, 82, 118, 95]
ad-text: πρώην ἐσωτ. ἰατρὸς τῶν Νοσοκομείων Ἀρεταιείου καὶ Συγγρού. Ἀφροδισια—Δερματικα Γυναικολογικά. Ἐφαρμογὴ τῆς Σαλβαρσάνης. Ὁδὸς Ἀθηνᾶς 22 (Ὁμόνοια). Ὧραι 10—12 & 5—8. Γερανίου 38 6—1 & 5—8: [1360, 1764, 1580, 1830]
notice: Ἐκλογές: καλεῖται συνέλευση τῶν μελῶν τοῦ Μικρασιατικοῦ σὲ τὴν Πέμπτη καὶ ὥρα 6 1/2 μ. μ.: [1144, 425, 1344, 466]
paragraph: Μόνο τὸν λεπτὸ σύντονα τοῦ κόπου παρατηροῦν νεολαῖοι καὶ τὰ πιὸ πολλοὶ ἀπὸ τὶς συγκεντρώσεις μεταφέρονται γι' αὐτοὺς ποῦ δὲν πάνε σὲ κανένα ζήτημα.: [728, 592, 927, 661]
paragraph: Στὶς 11 π. μ. γιὰ τηλέγραφος ἀπὸ τὴν ἐπιτροπὴ τῆς Ἐργατικῆς Βοηθείας Πειραιῶς ἔγινε ἡ προαναγγελθεῖσα συγκέντρωση, ἄλλες κάτω ἀπὸ τὴ γενικὴ λεπτομέρεια τῶν ἐργατῶν.: [522, 864, 721, 946]
ad-title: Ο ΙΑΤΡΟΣ: [788, 1189, 867, 1206]
paragraph: τις τὴν παραγωγὴ θὰ θὰ πληρωθοῦν. 4) Ὅταν θὰ χάθεται ἡ θὰ λείπουν μιὰ ὥρα θὰ ἐπιβαλλόμενον τὸ ποδαρικό.: [728, 187, 927, 242]
ad-name: ΧΡ. ΧΡΗΣΤΟΥ: [1021, 1574, 1265, 1608]
